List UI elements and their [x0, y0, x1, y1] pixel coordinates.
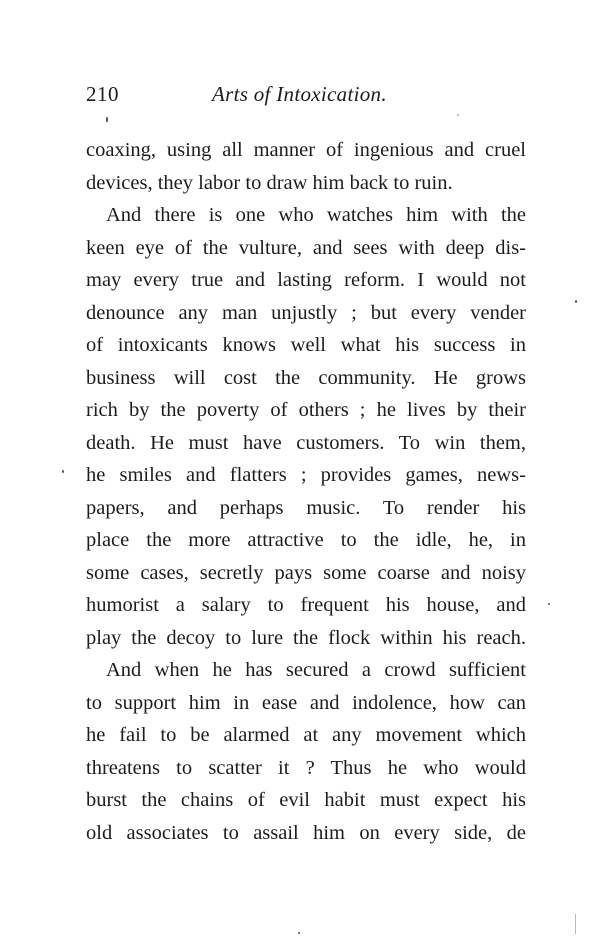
scan-speck: [457, 114, 459, 116]
text-line: coaxing, using all manner of ingenious and cruel: [86, 139, 526, 161]
scan-speck: [106, 117, 108, 122]
text-line: papers, and perhaps music. To render his: [86, 496, 526, 519]
text-line: to support him in ease and indolence, how can: [86, 691, 526, 714]
text-line: some cases, secretly pays some coarse and noisy: [86, 561, 526, 584]
page-number: 210: [86, 82, 119, 106]
text-line: may every true and lasting reform. I would not: [86, 269, 526, 291]
text-line: he fail to be alarmed at any movement which: [86, 724, 526, 746]
scan-speck: [62, 470, 64, 473]
scan-speck: [548, 603, 550, 605]
text-line: humorist a salary to frequent his house, and: [86, 594, 526, 616]
text-line: devices, they labor to draw him back to ruin.: [86, 171, 453, 194]
text-line: he smiles and flatters ; provides games, news-: [86, 464, 526, 486]
text-line: place the more attractive to the idle, he, in: [86, 529, 526, 551]
text-line: business will cost the community. He grows: [86, 366, 526, 389]
body-text: [86, 134, 526, 849]
text-line: And there is one who watches him with the: [106, 204, 526, 226]
text-line: rich by the poverty of others ; he lives by their: [86, 399, 526, 421]
text-line: threatens to scatter it ? Thus he who would: [86, 756, 526, 779]
text-line: denounce any man unjustly ; but every vender: [86, 301, 526, 324]
text-line: keen eye of the vulture, and sees with deep dis-: [86, 236, 526, 259]
text-line: And when he has secured a crowd sufficient: [106, 659, 526, 681]
text-line: death. He must have customers. To win them,: [86, 431, 526, 454]
scan-speck: [575, 914, 576, 934]
text-line: play the decoy to lure the flock within his reach.: [86, 626, 526, 649]
text-line: burst the chains of evil habit must expect his: [86, 789, 526, 811]
text-line: of intoxicants knows well what his success in: [86, 334, 526, 356]
page-header: [86, 82, 526, 112]
scan-speck: [575, 300, 577, 303]
scan-speck: [298, 932, 300, 934]
text-line: old associates to assail him on every side, de: [86, 821, 526, 844]
running-title: Arts of Intoxication.: [212, 82, 387, 106]
